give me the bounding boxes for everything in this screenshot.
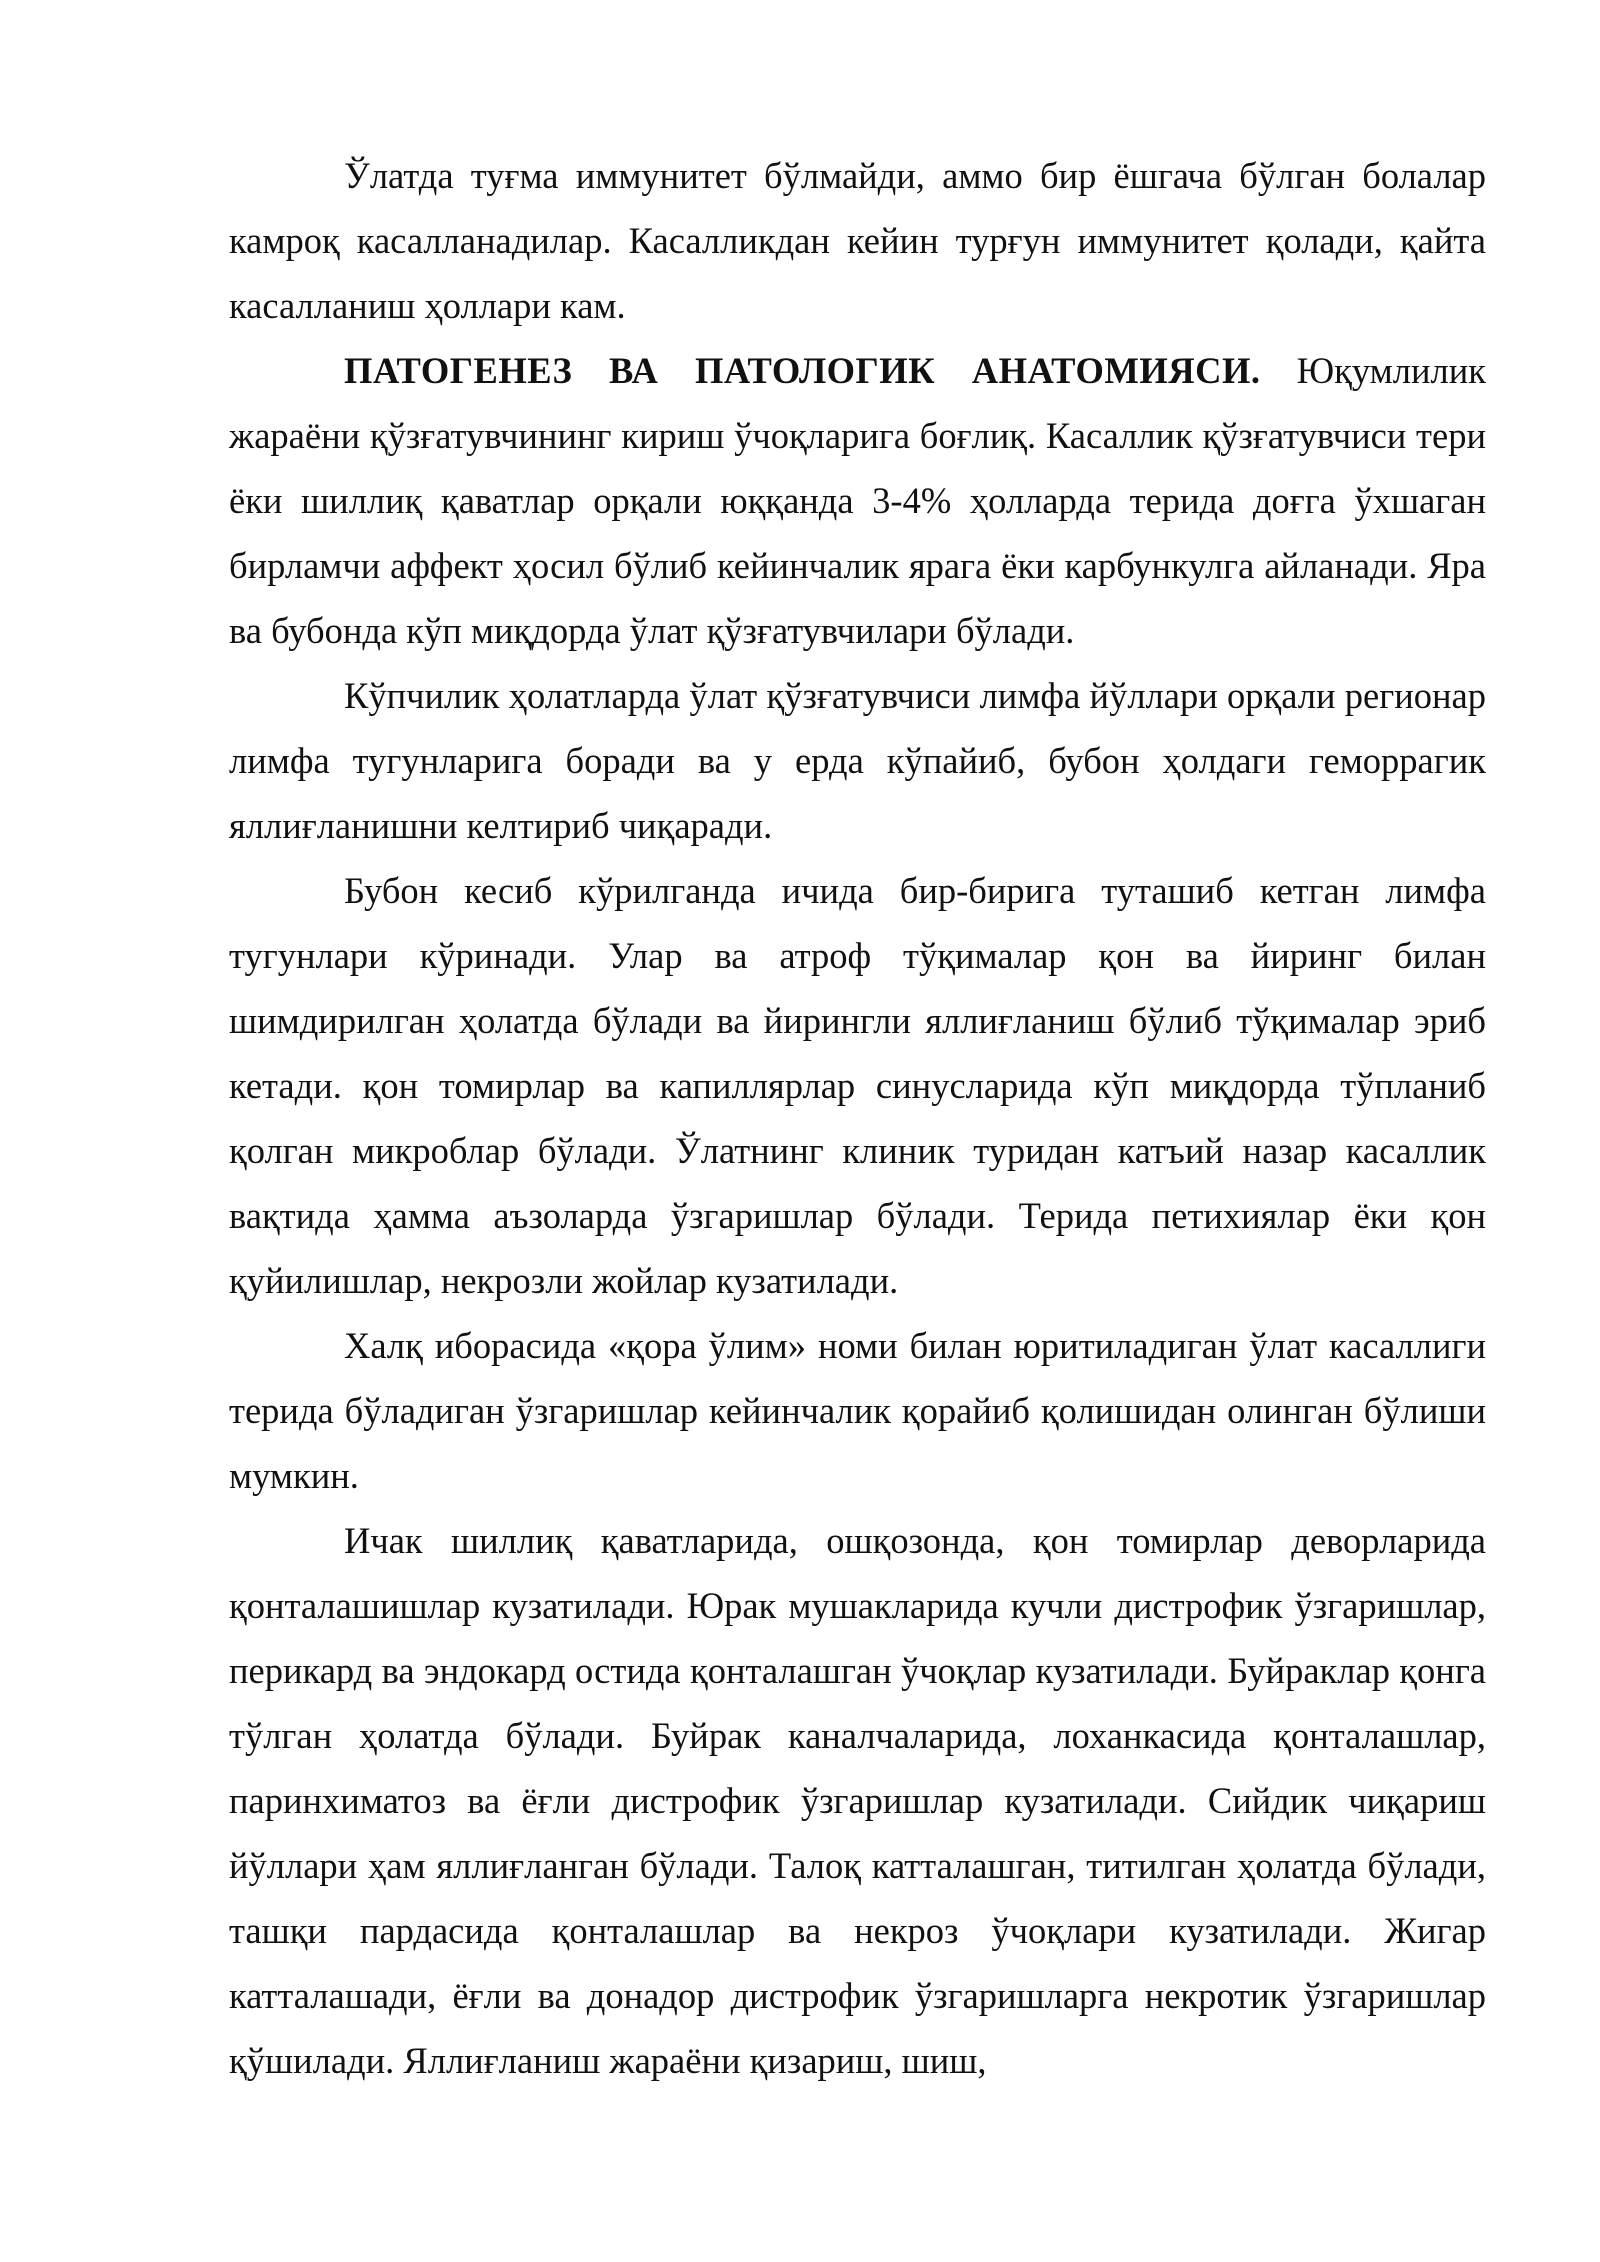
paragraph-immunity — [229, 143, 1486, 338]
paragraph-text: Халқ иборасида «қора ўлим» номи билан юритиладиган ўлат касаллиги терида бўладиган ўзгаришлар кейинчалик қорайиб қолишидан олинган бўлиши мумкин. — [229, 1325, 1486, 1496]
paragraph-text: Кўпчилик ҳолатларда ўлат қўзғатувчиси лимфа йўллари орқали регионар лимфа тугунларига боради ва у ерда кўпайиб, бубон ҳолдаги геморрагик яллиғланишни келтириб чиқаради. — [229, 675, 1486, 846]
section-heading: ПАТОГЕНЕЗ ВА ПАТОЛОГИК АНАТОМИЯСИ. — [344, 350, 1261, 391]
paragraph-text: Ичак шиллиқ қаватларида, ошқозонда, қон томирлар деворларида қонталашишлар кузатилади. Юрак мушакларида кучли дистрофик ўзгаришлар, перикард ва эндокард остида қонталашган ўчоқлар кузатилади. Буйраклар қонга тўлган ҳолатда бўлади. Буйрак каналчаларида, лоханкасида қонталашлар, паринхиматоз ва ёғли дистрофик ўзгаришлар кузатилади. Сийдик чиқариш йўллари ҳам яллиғланган бўлади. Талоқ катталашган, титилган ҳолатда бўлади, ташқи пардасида қонталашлар ва некроз ўчоқлари кузатилади. Жигар катталашади, ёғли ва донадор дистрофик ўзгаришларга некротик ўзгаришлар қўшилади. Яллиғланиш жараёни қизариш, шиш, — [229, 1520, 1486, 2081]
paragraph-text: Юқумлилик жараёни қўзғатувчининг кириш ўчоқларига боғлиқ. Касаллик қўзғатувчиси тери ёки шиллиқ қаватлар орқали юққанда 3-4% ҳолларда терида доғга ўхшаган бирламчи аффект ҳосил бўлиб кейинчалик ярага ёки карбункулга айланади. Яра ва бубонда кўп миқдорда ўлат қўзғатувчилари бўлади. — [229, 350, 1486, 651]
paragraph-black-death — [229, 1313, 1486, 1508]
paragraph-pathogenesis — [229, 338, 1486, 663]
paragraph-bubo — [229, 858, 1486, 1313]
paragraph-text: Бубон кесиб кўрилганда ичида бир-бирига туташиб кетган лимфа тугунлари кўринади. Улар ва атроф тўқималар қон ва йиринг билан шимдирилган ҳолатда бўлади ва йирингли яллиғланиш бўлиб тўқималар эриб кетади. қон томирлар ва капиллярлар синусларида кўп миқдорда тўпланиб қолган микроблар бўлади. Ўлатнинг клиник туридан катъий назар касаллик вақтида ҳамма аъзоларда ўзгаришлар бўлади. Терида петихиялар ёки қон қуйилишлар, некрозли жойлар кузатилади. — [229, 870, 1486, 1301]
paragraph-lymph-spread — [229, 663, 1486, 858]
paragraph-text: Ўлатда туғма иммунитет бўлмайди, аммо бир ёшгача бўлган болалар камроқ касалланадилар. Касалликдан кейин турғун иммунитет қолади, қайта касалланиш ҳоллари кам. — [229, 155, 1486, 326]
paragraph-organ-changes — [229, 1508, 1486, 2093]
document-body — [229, 143, 1486, 2093]
